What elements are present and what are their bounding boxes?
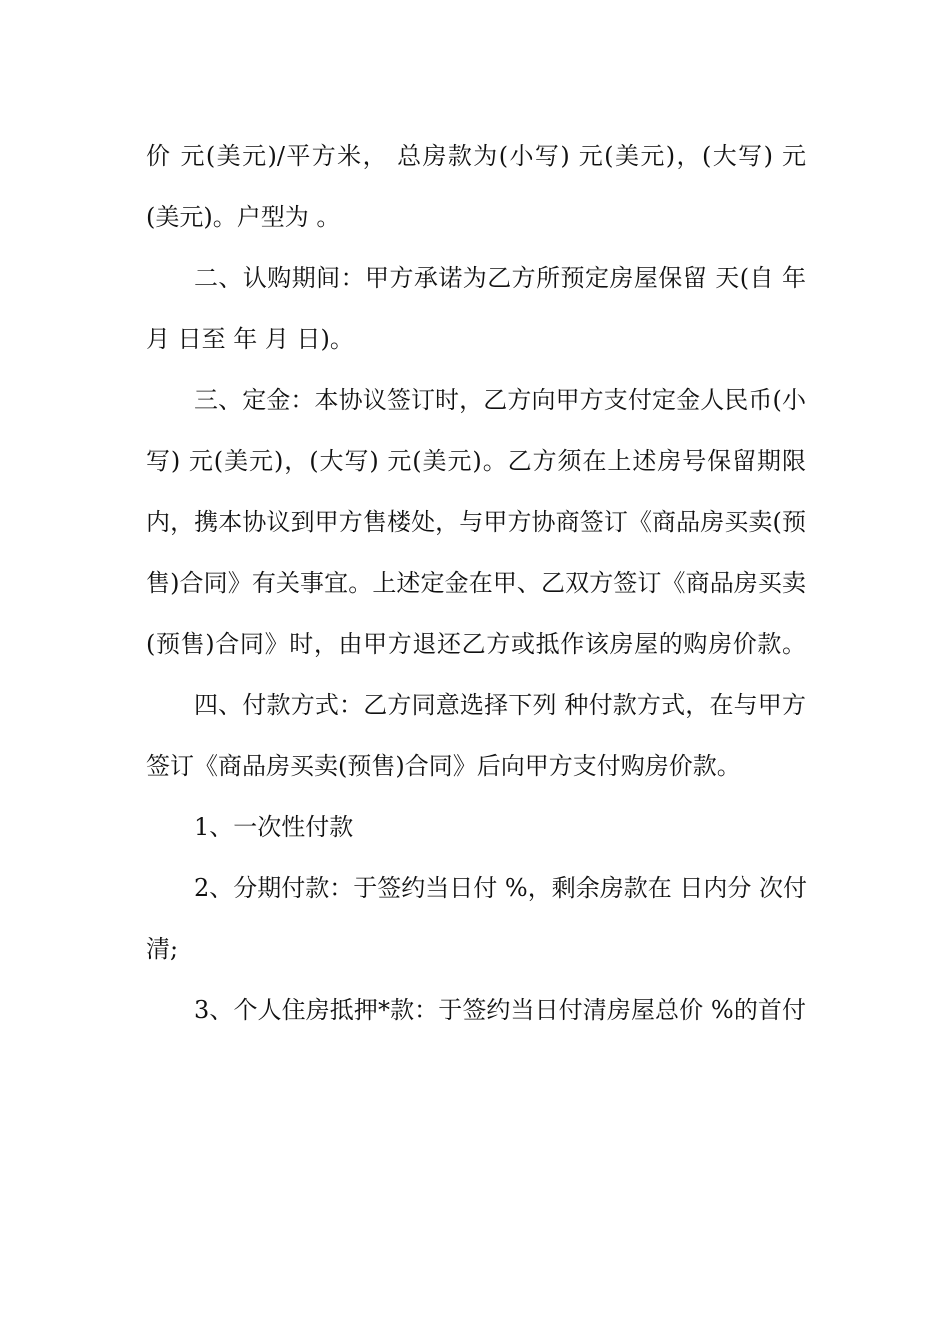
text-line: (美元)。户型为 。	[146, 203, 341, 231]
paragraph-heading-line: 三、定金：本协议签订时，乙方向甲方支付定金人民币(小	[194, 386, 806, 414]
text-line: 清;	[146, 935, 179, 963]
text-line: 月 日至 年 月 日)。	[146, 325, 354, 353]
text-line: 签订《商品房买卖(预售)合同》后向甲方支付购房价款。	[146, 752, 741, 780]
text-line: 内，携本协议到甲方售楼处，与甲方协商签订《商品房买卖(预	[146, 508, 806, 536]
list-item: 2、分期付款：于签约当日付 %，剩余房款在 日内分 次付	[194, 874, 807, 902]
text-line: 售)合同》有关事宜。上述定金在甲、乙双方签订《商品房买卖	[146, 569, 806, 597]
text-line: 价 元(美元)/平方米， 总房款为(小写) 元(美元)，(大写) 元	[146, 142, 806, 170]
document-body	[146, 126, 806, 1041]
text-line: (预售)合同》时，由甲方退还乙方或抵作该房屋的购房价款。	[146, 630, 806, 658]
paragraph-heading-line: 四、付款方式：乙方同意选择下列 种付款方式，在与甲方	[194, 691, 806, 719]
list-item: 1、一次性付款	[194, 813, 354, 841]
list-item: 3、个人住房抵押*款：于签约当日付清房屋总价 %的首付	[194, 996, 806, 1024]
text-line: 写) 元(美元)，(大写) 元(美元)。乙方须在上述房号保留期限	[146, 447, 806, 475]
paragraph-heading-line: 二、认购期间：甲方承诺为乙方所预定房屋保留 天(自 年	[194, 264, 806, 292]
